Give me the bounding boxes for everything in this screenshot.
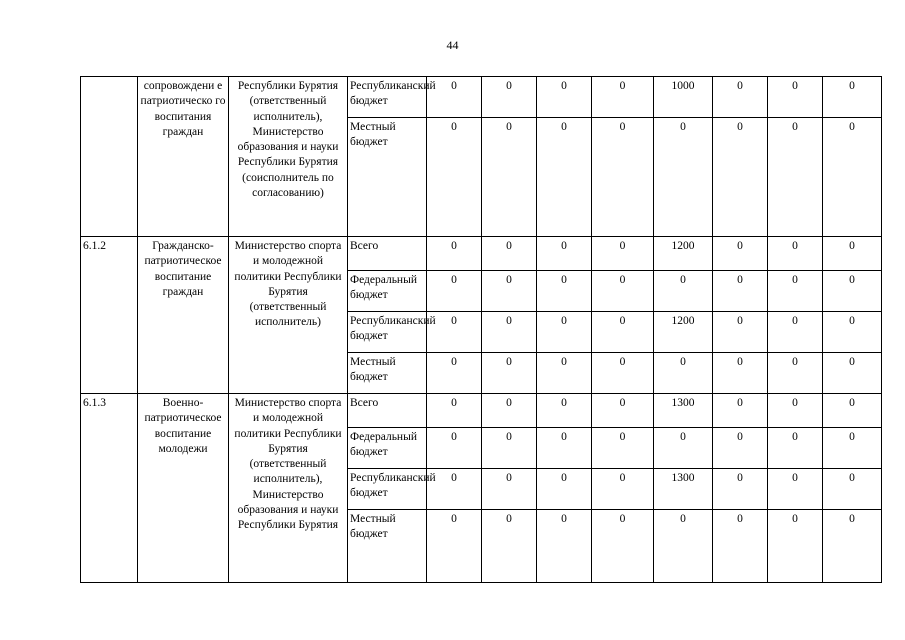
value-cell: 0 [823, 237, 882, 271]
item-number-cell [81, 77, 138, 237]
value-cell: 0 [592, 353, 654, 394]
item-name-cell: сопровождени е патриотическо го воспитания граждан [138, 77, 229, 237]
responsible-cell: Министерство спорта и молодежной политики Республики Бурятия (ответственный исполнитель) [229, 237, 348, 394]
value-cell: 0 [427, 312, 482, 353]
value-cell: 0 [482, 237, 537, 271]
value-cell: 0 [537, 510, 592, 583]
value-cell: 0 [427, 118, 482, 237]
funding-source-cell: Федеральный бюджет [348, 271, 427, 312]
value-cell: 1200 [654, 312, 713, 353]
value-cell: 0 [823, 77, 882, 118]
value-cell: 1300 [654, 469, 713, 510]
value-cell: 0 [713, 394, 768, 428]
funding-source-cell: Местный бюджет [348, 510, 427, 583]
page-number: 44 [446, 38, 459, 52]
value-cell: 0 [482, 394, 537, 428]
value-cell: 0 [768, 312, 823, 353]
value-cell: 1200 [654, 237, 713, 271]
funding-source-cell: Федеральный бюджет [348, 428, 427, 469]
value-cell: 0 [768, 271, 823, 312]
value-cell: 0 [592, 428, 654, 469]
value-cell: 0 [427, 77, 482, 118]
value-cell: 0 [823, 312, 882, 353]
value-cell: 0 [427, 510, 482, 583]
funding-source-cell: Всего [348, 394, 427, 428]
value-cell: 0 [654, 510, 713, 583]
value-cell: 0 [537, 394, 592, 428]
value-cell: 0 [768, 394, 823, 428]
value-cell: 0 [768, 510, 823, 583]
value-cell: 0 [537, 353, 592, 394]
value-cell: 0 [654, 428, 713, 469]
value-cell: 0 [713, 237, 768, 271]
value-cell: 0 [482, 469, 537, 510]
value-cell: 0 [654, 271, 713, 312]
value-cell: 1300 [654, 394, 713, 428]
value-cell: 0 [768, 118, 823, 237]
value-cell: 0 [427, 271, 482, 312]
value-cell: 0 [427, 428, 482, 469]
value-cell: 0 [482, 353, 537, 394]
value-cell: 0 [713, 118, 768, 237]
value-cell: 0 [654, 353, 713, 394]
value-cell: 0 [537, 118, 592, 237]
value-cell: 0 [713, 469, 768, 510]
value-cell: 0 [823, 394, 882, 428]
value-cell: 0 [713, 77, 768, 118]
value-cell: 0 [537, 469, 592, 510]
value-cell: 0 [427, 353, 482, 394]
value-cell: 0 [592, 394, 654, 428]
value-cell: 0 [768, 428, 823, 469]
value-cell: 0 [823, 271, 882, 312]
item-name-cell: Военно-патриотическое воспитание молодежи [138, 394, 229, 583]
funding-source-cell: Всего [348, 237, 427, 271]
value-cell: 0 [592, 469, 654, 510]
table-row [81, 394, 882, 428]
value-cell: 0 [482, 510, 537, 583]
responsible-cell: Министерство спорта и молодежной политики Республики Бурятия (ответственный исполнитель), Министерство образования и науки Республики Бурятия [229, 394, 348, 583]
value-cell: 0 [654, 118, 713, 237]
funding-source-cell: Республиканский бюджет [348, 77, 427, 118]
value-cell: 0 [713, 510, 768, 583]
value-cell: 0 [482, 118, 537, 237]
value-cell: 0 [427, 237, 482, 271]
value-cell: 1000 [654, 77, 713, 118]
value-cell: 0 [768, 469, 823, 510]
value-cell: 0 [537, 312, 592, 353]
value-cell: 0 [482, 77, 537, 118]
funding-source-cell: Республиканский бюджет [348, 469, 427, 510]
value-cell: 0 [427, 394, 482, 428]
value-cell: 0 [713, 353, 768, 394]
value-cell: 0 [768, 77, 823, 118]
value-cell: 0 [592, 237, 654, 271]
value-cell: 0 [592, 312, 654, 353]
value-cell: 0 [592, 118, 654, 237]
value-cell: 0 [482, 271, 537, 312]
value-cell: 0 [823, 118, 882, 237]
value-cell: 0 [537, 77, 592, 118]
value-cell: 0 [768, 237, 823, 271]
value-cell: 0 [768, 353, 823, 394]
value-cell: 0 [823, 353, 882, 394]
value-cell: 0 [482, 428, 537, 469]
value-cell: 0 [427, 469, 482, 510]
item-number-cell: 6.1.3 [81, 394, 138, 583]
table-row [81, 77, 882, 118]
value-cell: 0 [482, 312, 537, 353]
value-cell: 0 [592, 77, 654, 118]
responsible-cell: Республики Бурятия (ответственный исполнитель), Министерство образования и науки Республики Бурятия (соисполнитель по согласованию) [229, 77, 348, 237]
value-cell: 0 [823, 510, 882, 583]
funding-source-cell: Местный бюджет [348, 118, 427, 237]
value-cell: 0 [537, 237, 592, 271]
value-cell: 0 [823, 469, 882, 510]
value-cell: 0 [713, 271, 768, 312]
table-row [81, 237, 882, 271]
funding-source-cell: Местный бюджет [348, 353, 427, 394]
value-cell: 0 [592, 271, 654, 312]
item-name-cell: Гражданско-патриотическое воспитание граждан [138, 237, 229, 394]
value-cell: 0 [823, 428, 882, 469]
value-cell: 0 [713, 428, 768, 469]
value-cell: 0 [537, 271, 592, 312]
value-cell: 0 [537, 428, 592, 469]
value-cell: 0 [592, 510, 654, 583]
value-cell: 0 [713, 312, 768, 353]
budget-table [80, 76, 882, 583]
item-number-cell: 6.1.2 [81, 237, 138, 394]
funding-source-cell: Республиканский бюджет [348, 312, 427, 353]
